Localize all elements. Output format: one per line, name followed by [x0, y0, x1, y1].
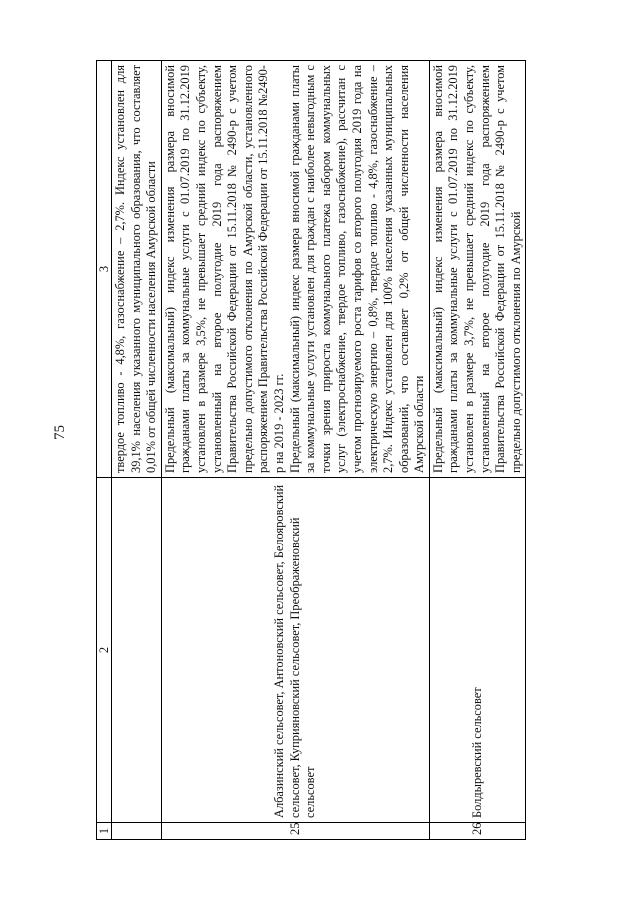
municipality-name: Болдыревский сельсовет	[429, 478, 526, 823]
document-table	[96, 60, 526, 840]
column-header-2: 2	[97, 478, 112, 823]
index-description	[161, 61, 429, 478]
table-row	[429, 61, 526, 840]
paragraph: Предельный (максимальный) индекс изменения размера вносимой гражданами платы за коммунальные услуги с 01.07.2019 по 31.12.2019 установлен в размере 3,5%, не превышает средний индекс по субъекту, установленный на второе полугодие 2019 года распоряжением Правительства Российской Федерации от 15.11.2018 № 2490-р с учетом предельно допустимого отклонения по Амурской области, установленного распоряжением Правительства Российской Федерации от 15.11.2018 №2490-р на 2019 - 2023 гг.	[162, 65, 286, 473]
municipality-name: Албазинский сельсовет, Антоновский сельсовет, Белояровский сельсовет, Куприяновский сельсовет, Преображеновский сельсовет	[161, 478, 429, 823]
column-header-1: 1	[97, 823, 112, 840]
table-row	[161, 61, 429, 840]
row-number: 26	[429, 823, 526, 840]
paragraph: твердое топливо - 4,8%, газоснабжение – 2,7%. Индекс установлен для 39,1% населения указанного муниципального образования, что составляет 0,01% от общей численности населения Амурской области	[113, 65, 159, 473]
page-number: 75	[52, 425, 68, 440]
index-description	[429, 61, 526, 478]
index-description	[112, 61, 162, 478]
paragraph: Предельный (максимальный) индекс размера вносимой гражданами платы за коммунальные услуги установлен для граждан с наиболее невыгодным с точки зрения прироста коммунального платежа набором коммунальных услуг (электроснабжение, твердое топливо, газоснабжение), рассчитан с учетом прогнозируемого роста тарифов со второго полугодия 2019 года на электрическую энергию – 0,8%, твердое топливо - 4,8%, газоснабжение – 2,7%. Индекс установлен для 100% населения указанных муниципальных образований, что составляет 0,2% от общей численности населения Амурской области	[287, 65, 427, 473]
table-row	[112, 61, 162, 840]
column-header-3: 3	[97, 61, 112, 478]
municipality-name	[112, 478, 162, 823]
paragraph: Предельный (максимальный) индекс изменения размера вносимой гражданами платы за коммунальные услуги с 01.07.2019 по 31.12.2019 установлен в размере 3,7%, не превышает средний индекс по субъекту, установленный на второе полугодие 2019 года распоряжением Правительства Российской Федерации от 15.11.2018 № 2490-р с учетом предельно допустимого отклонения по Амурской	[430, 65, 523, 473]
row-number: 25	[161, 823, 429, 840]
row-number	[112, 823, 162, 840]
rotated-page	[96, 60, 586, 840]
table-header-row	[97, 61, 112, 840]
